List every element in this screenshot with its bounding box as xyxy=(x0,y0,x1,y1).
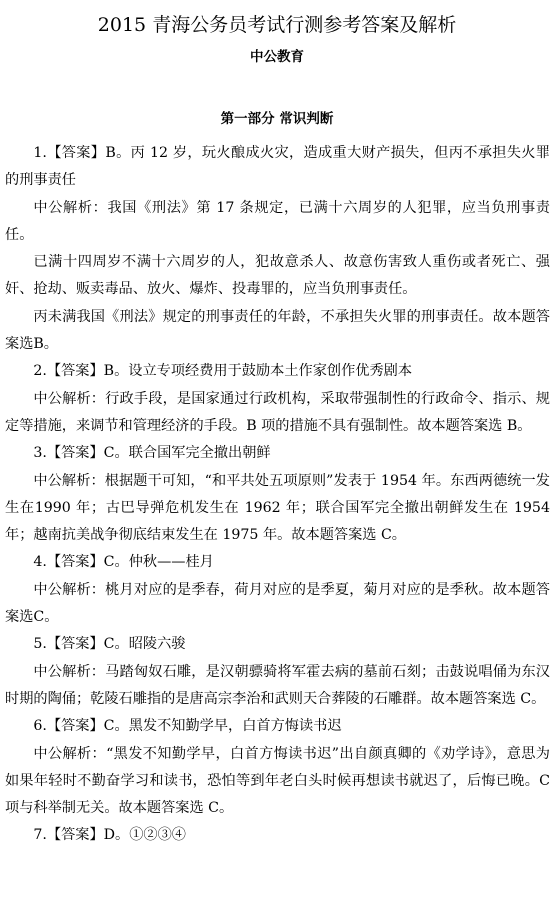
explanation-paragraph: 中公解析：我国《刑法》第 17 条规定，已满十六周岁的人犯罪，应当负刑事责任。 xyxy=(5,199,550,243)
answer-paragraph: 3.【答案】C。联合国军完全撤出朝鲜 xyxy=(33,445,271,462)
document-subtitle: 中公教育 xyxy=(250,49,304,65)
answer-paragraph: 5.【答案】C。昭陵六骏 xyxy=(33,636,186,653)
answer-paragraph: 2.【答案】B。设立专项经费用于鼓励本土作家创作优秀剧本 xyxy=(33,363,413,380)
answer-paragraph: 1.【答案】B。丙 12 岁，玩火酿成火灾，造成重大财产损失，但丙不承担失火罪的刑事责任 xyxy=(5,145,550,189)
explanation-paragraph: 中公解析：根据题干可知，“和平共处五项原则”发表于 1954 年。东西两德统一发生在1990 年；古巴导弹危机发生在 1962 年；联合国军完全撤出朝鲜发生在 1954 年；越南抗美战争彻底结束发生在 1975 年。故本题答案选 C。 xyxy=(5,472,550,544)
answer-paragraph: 7.【答案】D。①②③④ xyxy=(33,827,186,844)
answer-paragraph: 6.【答案】C。黑发不知勤学早，白首方悔读书迟 xyxy=(33,718,342,735)
section-heading: 第一部分 常识判断 xyxy=(220,111,334,127)
answer-paragraph: 4.【答案】C。仲秋——桂月 xyxy=(33,554,214,571)
explanation-paragraph: 中公解析：桃月对应的是季春，荷月对应的是季夏，菊月对应的是季秋。故本题答案选C。 xyxy=(5,581,550,626)
explanation-paragraph: 丙未满我国《刑法》规定的刑事责任的年龄，不承担失火罪的刑事责任。故本题答案选B。 xyxy=(5,308,550,353)
document-title: 2015 青海公务员考试行测参考答案及解析 xyxy=(97,14,457,36)
document-body xyxy=(5,140,550,850)
explanation-paragraph: 已满十四周岁不满十六周岁的人，犯故意杀人、故意伤害致人重伤或者死亡、强奸、抢劫、贩卖毒品、放火、爆炸、投毒罪的，应当负刑事责任。 xyxy=(5,254,550,298)
explanation-paragraph: 中公解析：“黑发不知勤学早，白首方悔读书迟”出自颜真卿的《劝学诗》，意思为如果年轻时不勤奋学习和读书，恐怕等到年老白头时候再想读书就迟了，后悔已晚。C 项与科举制无关。故本题答案选 C。 xyxy=(5,745,550,817)
explanation-paragraph: 中公解析：马踏匈奴石雕，是汉朝骠骑将军霍去病的墓前石刻；击鼓说唱俑为东汉时期的陶俑；乾陵石雕指的是唐高宗李治和武则天合葬陵的石雕群。故本题答案选 C。 xyxy=(5,663,550,707)
explanation-paragraph: 中公解析：行政手段，是国家通过行政机构，采取带强制性的行政命令、指示、规定等措施，来调节和管理经济的手段。B 项的措施不具有强制性。故本题答案选 B。 xyxy=(5,390,550,434)
